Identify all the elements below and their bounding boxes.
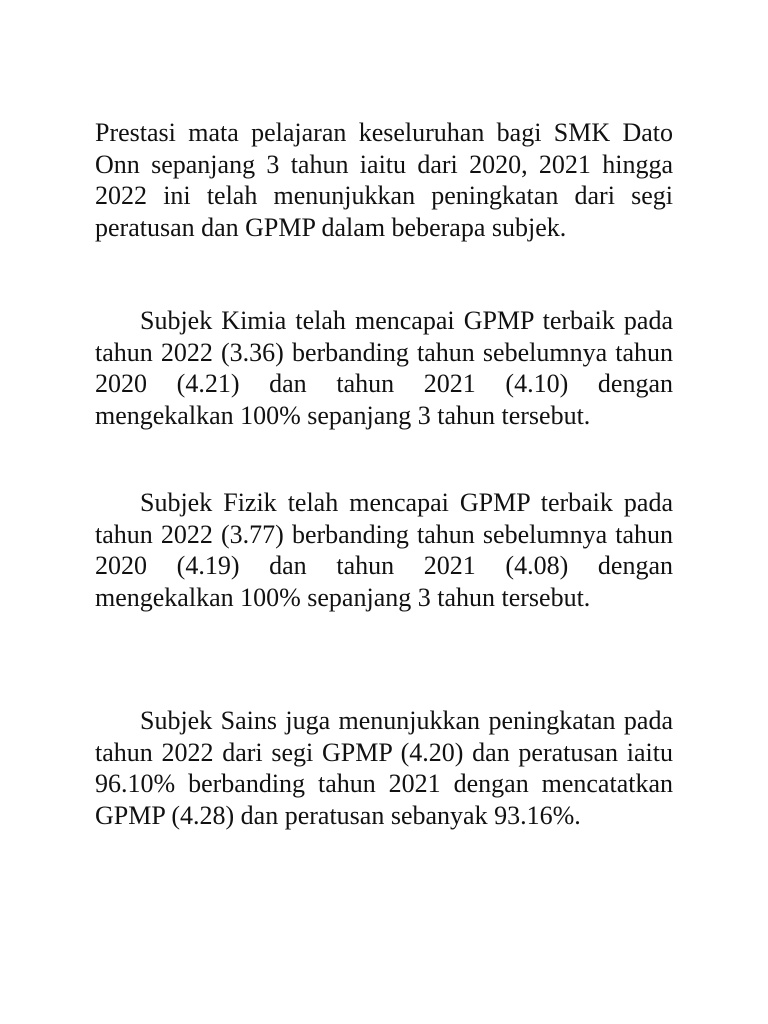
paragraph-sains: Subjek Sains juga menunjukkan peningkatan pada tahun 2022 dari segi GPMP (4.20) dan peratusan iaitu 96.10% berbanding tahun 2021 dengan mencatatkan GPMP (4.28) dan peratusan sebanyak 93.16%. [95, 706, 673, 830]
paragraph-fizik: Subjek Fizik telah mencapai GPMP terbaik pada tahun 2022 (3.77) berbanding tahun sebelumnya tahun 2020 (4.19) dan tahun 2021 (4.08) dengan mengekalkan 100% sepanjang 3 tahun tersebut. [95, 488, 673, 612]
paragraph-overview: Prestasi mata pelajaran keseluruhan bagi SMK Dato Onn sepanjang 3 tahun iaitu dari 2020, 2021 hingga 2022 ini telah menunjukkan peningkatan dari segi peratusan dan GPMP dalam beberapa subjek. [95, 118, 673, 242]
paragraph-kimia: Subjek Kimia telah mencapai GPMP terbaik pada tahun 2022 (3.36) berbanding tahun sebelumnya tahun 2020 (4.21) dan tahun 2021 (4.10) dengan mengekalkan 100% sepanjang 3 tahun tersebut. [95, 306, 673, 430]
